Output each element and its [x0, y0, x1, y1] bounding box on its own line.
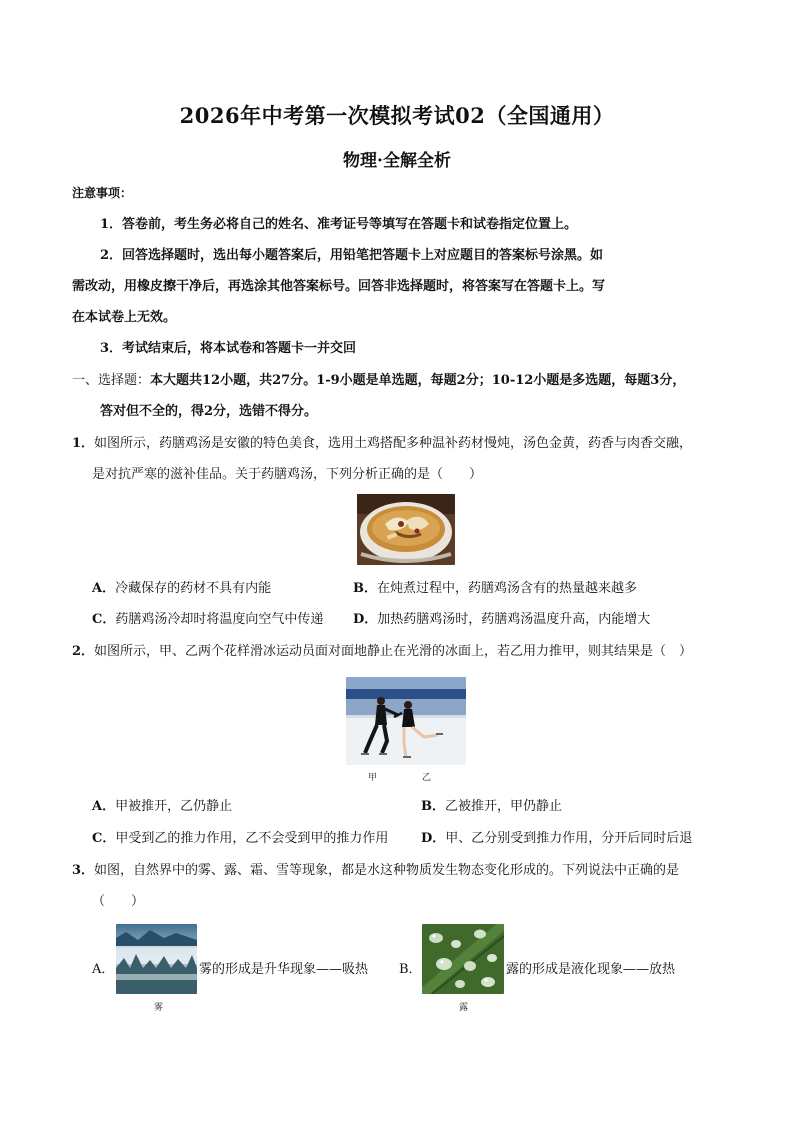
page-subtitle: 物理·全解全析	[343, 151, 451, 171]
question-3-stem: 3．如图，自然界中的雾、露、霜、雪等现象，都是水这种物质发生物态变化形成的。下列说法中正确的是	[72, 863, 680, 878]
question-1-option-a: A．冷藏保存的药材不具有内能	[92, 581, 272, 596]
question-3-option-b-text: 露的形成是液化现象——放热	[506, 962, 676, 977]
question-3-option-b-letter: B．	[399, 962, 422, 977]
question-3-option-a-letter: A．	[92, 962, 115, 977]
question-1-number: 1．	[72, 436, 95, 451]
question-1-option-d: D．加热药膳鸡汤时，药膳鸡汤温度升高，内能增大	[353, 612, 651, 627]
section-prefix: 一、选择题：	[72, 373, 151, 388]
question-3-number: 3．	[72, 863, 95, 878]
notice-line-2: 2．回答选择题时，选出每小题答案后，用铅笔把答题卡上对应题目的答案标号涂黑。如	[100, 248, 604, 263]
question-2-option-a: A．甲被推开，乙仍静止	[92, 799, 233, 814]
question-1-stem: 1．如图所示，药膳鸡汤是安徽的特色美食，选用土鸡搭配多种温补药材慢炖，汤色金黄，药香与肉香交融，	[72, 436, 693, 451]
fog-image	[116, 924, 197, 994]
figure-skating-image	[346, 677, 466, 765]
question-3-option-a-text: 雾的形成是升华现象——吸热	[199, 962, 369, 977]
section-heading	[72, 372, 685, 390]
page-title: 2026年中考第一次模拟考试02（全国通用）	[179, 103, 615, 128]
herbal-chicken-soup-image	[357, 494, 455, 565]
notice-line-3: 需改动，用橡皮擦干净后，再选涂其他答案标号。回答非选择题时，将答案写在答题卡上。写	[72, 279, 606, 294]
question-2-option-d: D．甲、乙分别受到推力作用，分开后同时后退	[421, 831, 693, 846]
section-description: 本大题共12小题，共27分。1-9小题是单选题，每题2分；10-12小题是多选题，每题3分，	[150, 373, 686, 388]
notice-line-1: 1．答卷前，考生务必将自己的姓名、准考证号等填写在答题卡和试卷指定位置上。	[100, 217, 578, 232]
caption-jia: 甲	[368, 773, 378, 783]
notice-line-4: 在本试卷上无效。	[72, 310, 177, 325]
dew-image	[422, 924, 504, 994]
question-2-number: 2．	[72, 644, 95, 659]
question-2-option-b: B．乙被推开，甲仍静止	[421, 799, 563, 814]
notice-heading: 注意事项：	[72, 186, 133, 200]
question-1-option-c: C．药膳鸡汤冷却时将温度向空气中传递	[92, 612, 324, 627]
notice-line-5: 3．考试结束后，将本试卷和答题卡一并交回	[100, 341, 357, 356]
question-3-paren: （ ）	[92, 894, 145, 909]
question-1-option-b: B．在炖煮过程中，药膳鸡汤含有的热量越来越多	[353, 581, 638, 596]
caption-fog: 雾	[154, 1003, 164, 1013]
section-description-2: 答对但不全的，得2分，选错不得分。	[100, 404, 318, 419]
caption-dew: 露	[459, 1003, 469, 1013]
question-2-option-c: C．甲受到乙的推力作用，乙不会受到甲的推力作用	[92, 831, 389, 846]
question-2-stem: 2．如图所示，甲、乙两个花样滑冰运动员面对面地静止在光滑的冰面上，若乙用力推甲，则其结果是（ ）	[72, 644, 693, 659]
caption-yi: 乙	[422, 773, 432, 783]
question-1-stem-2: 是对抗严寒的滋补佳品。关于药膳鸡汤，下列分析正确的是（ ）	[92, 467, 483, 482]
